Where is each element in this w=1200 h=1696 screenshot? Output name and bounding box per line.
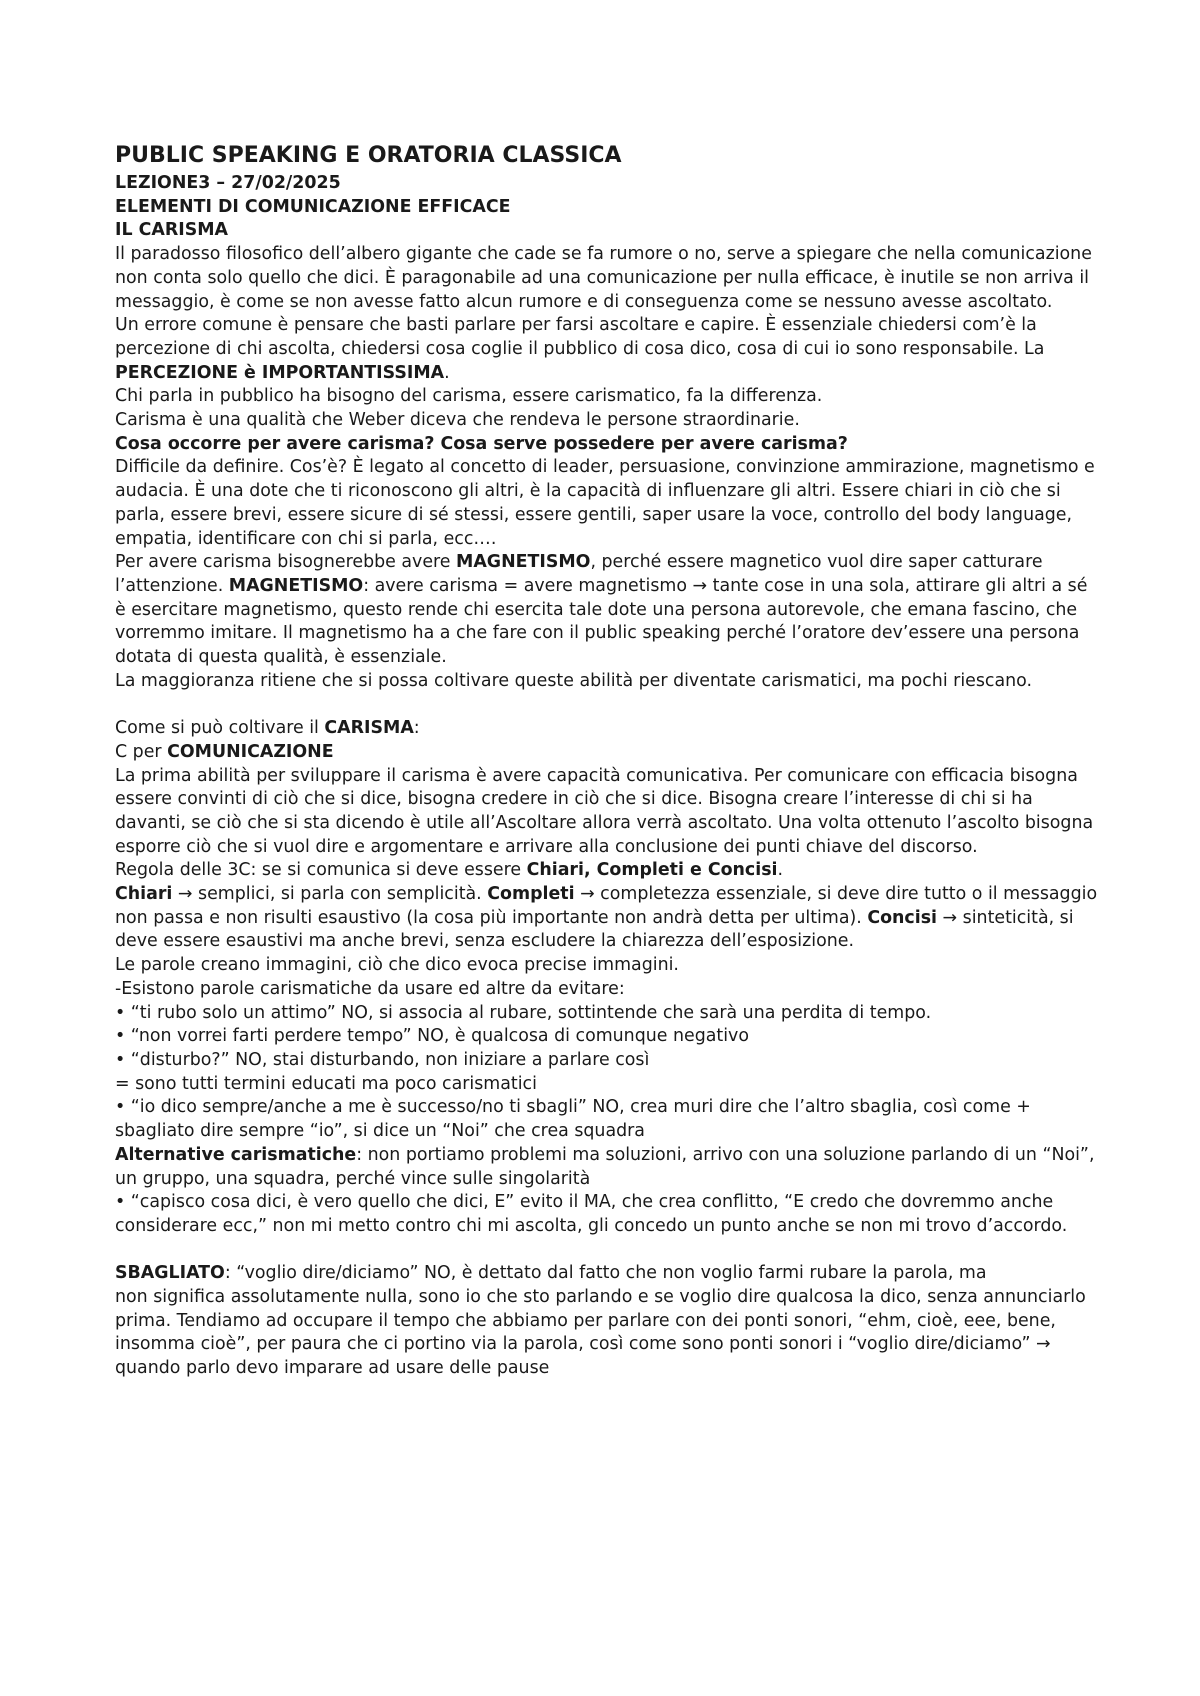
blank-line [115,1239,1100,1263]
paragraph-sbagliato: SBAGLIATO: “voglio dire/diciamo” NO, è dettato dal fatto che non voglio farmi rubare la parola, ma [115,1263,987,1284]
paragraph-maggioranza: La maggioranza ritiene che si possa coltivare queste abilità per diventate carismatici, ma pochi riescano. [115,670,1033,691]
paragraph-albero: Il paradosso filosofico dell’albero gigante che cade se fa rumore o no, serve a spiegare che nella comunicazione non conta solo quello che dici. È paragonabile ad una comunicazione per nulla efficace, è inutile se non arriva il messaggio, è come se non avesse fatto alcun rumore e di conseguenza come se nessuno avesse ascoltato. [115,244,1092,312]
paragraph-alternative: Alternative carismatiche: non portiamo problemi ma soluzioni, arrivo con una soluzione parlando di un “Noi”, un gruppo, una squadra, perché vince sulle singolarità [115,1144,1095,1189]
paragraph-errore-comune: Un errore comune è pensare che basti parlare per farsi ascoltare e capire. È essenziale chiedersi com’è la percezione di chi ascolta, chiedersi cosa coglie il pubblico di cosa dico, cosa di cui io sono responsabile. La PERCEZIONE è IMPORTANTISSIMA. [115,315,1045,383]
lesson-heading: LEZIONE3 – 27/02/2025 [115,173,341,193]
paragraph-ponti-sonori: non significa assolutamente nulla, sono io che sto parlando e se voglio dire qualcosa la dico, senza annunciarlo prima. Tendiamo ad occupare il tempo che abbiamo per parlare con dei ponti sonori, “ehm, cioè, eee, bene, insomma cioè”, per paura che ci portino via la parola, così come sono ponti sonori i “voglio dire/diciamo” → quando parlo devo imparare ad usare delle pause [115,1287,1086,1379]
paragraph-chi-parla: Chi parla in pubblico ha bisogno del carisma, essere carismatico, fa la differenza. [115,386,823,407]
paragraph-termini-educati: = sono tutti termini educati ma poco carismatici [115,1073,537,1094]
paragraph-parole-carismatiche: -Esistono parole carismatiche da usare ed altre da evitare: [115,978,625,999]
paragraph-weber: Carisma è una qualità che Weber diceva che rendeva le persone straordinarie. [115,410,800,431]
subsection-heading: IL CARISMA [115,220,228,241]
list-item: • “disturbo?” NO, stai disturbando, non iniziare a parlare così [115,1050,650,1070]
list-item: • “io dico sempre/anche a me è successo/no ti sbagli” NO, crea muri dire che l’altro sbaglia, così come + sbagliato dire sempre “io”, si dice un “Noi” che crea squadra [115,1097,1031,1142]
list-item: • “ti rubo solo un attimo” NO, si associa al rubare, sottintende che sarà una perdita di tempo. [115,1002,932,1023]
paragraph-definizione: Difficile da definire. Cos’è? È legato al concetto di leader, persuasione, convinzione ammirazione, magnetismo e audacia. È una dote che ti riconoscono gli altri, è la capacità di influenzare gli altri. Essere chiari in ciò che si parla, essere brevi, essere sicure di sé stessi, essere gentili, saper usare la voce, controllo del body language, empatia, identificare con chi si parla, ecc…. [115,457,1095,549]
list-item: • “capisco cosa dici, è vero quello che dici, E” evito il MA, che crea conflitto, “E credo che dovremmo anche considerare ecc,” non mi metto contro chi mi ascolta, gli concedo un punto anche se non mi trovo d’accordo. [115,1192,1068,1236]
paragraph-magnetismo: Per avere carisma bisognerebbe avere MAGNETISMO, perché essere magnetico vuol dire saper catturare l’attenzione. MAGNETISMO: avere carisma = avere magnetismo → tante cose in una sola, attirare gli altri a sé è esercitare magnetismo, questo rende chi esercita tale dote una persona autorevole, che emana fascino, che vorremmo imitare. Il magnetismo ha a che fare con il public speaking perché l’oratore dev’essere una persona dotata di questa qualità, è essenziale. [115,552,1088,668]
paragraph-immagini: Le parole creano immagini, ciò che dico evoca precise immagini. [115,955,679,976]
paragraph-regola-3c: Regola delle 3C: se si comunica si deve essere Chiari, Completi e Concisi. [115,860,784,881]
section-heading: ELEMENTI DI COMUNICAZIONE EFFICACE [115,196,511,217]
document-body [115,142,1100,1381]
document-title: PUBLIC SPEAKING E ORATORIA CLASSICA [115,143,622,168]
question-heading: Cosa occorre per avere carisma? Cosa serve possedere per avere carisma? [115,433,848,454]
paragraph-coltivare: Come si può coltivare il CARISMA: [115,718,420,739]
paragraph-abilita: La prima abilità per sviluppare il carisma è avere capacità comunicativa. Per comunicare con efficacia bisogna essere convinti di ciò che si dice, bisogna credere in ciò che si dice. Bisogna creare l’interesse di chi si ha davanti, se ciò che si sta dicendo è utile all’Ascoltare allora verrà ascoltato. Una volta ottenuto l’ascolto bisogna esporre ciò che si vuol dire e argomentare e arrivare alla conclusione dei punti chiave del discorso. [115,765,1094,857]
paragraph-3c-definizioni: Chiari → semplici, si parla con semplicità. Completi → completezza essenziale, si deve dire tutto o il messaggio non passa e non risulti esaustivo (la cosa più importante non andrà detta per ultima). Concisi → sinteticità, si deve essere esaustivi ma anche brevi, senza escludere la chiarezza dell’esposizione. [115,884,1098,952]
list-item: • “non vorrei farti perdere tempo” NO, è qualcosa di comunque negativo [115,1026,749,1047]
blank-line [115,693,1100,717]
comunicazione-heading: C per COMUNICAZIONE [115,741,334,762]
